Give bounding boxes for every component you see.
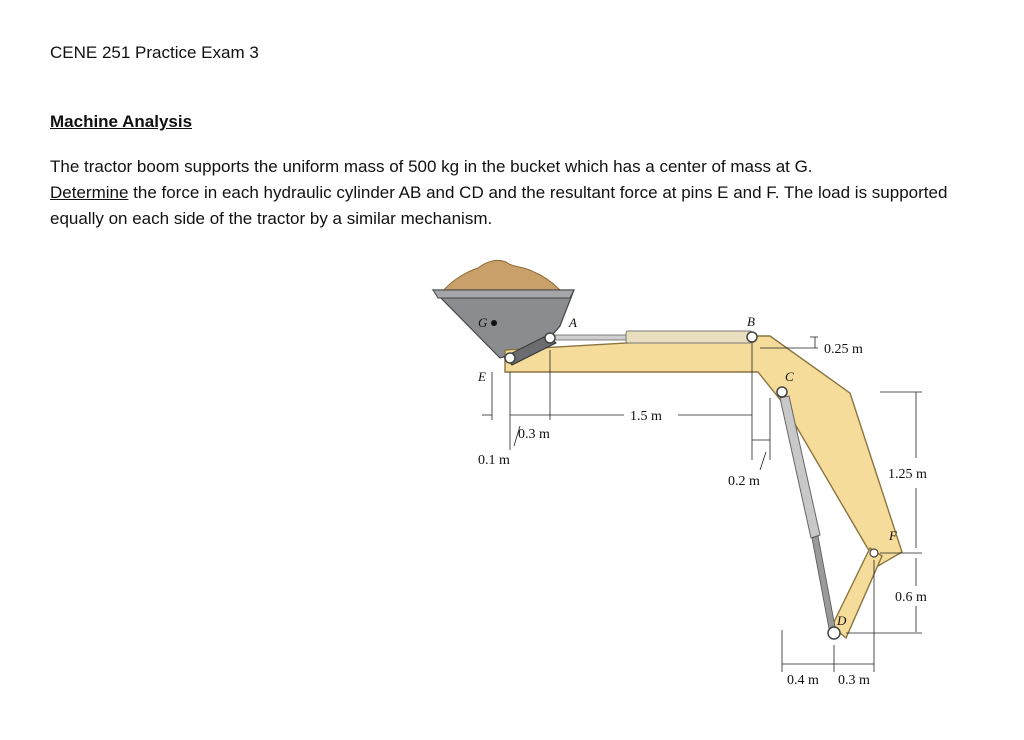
dim-0-6: 0.6 m — [895, 590, 927, 605]
pin-a — [545, 333, 555, 343]
label-a: A — [569, 315, 577, 330]
label-b: B — [747, 314, 755, 329]
dim-1-5: 1.5 m — [630, 409, 662, 424]
pin-d — [828, 627, 840, 639]
pin-c — [777, 387, 787, 397]
label-g: G — [478, 315, 488, 330]
label-c: C — [785, 369, 794, 384]
cylinder-cd-rod — [812, 536, 836, 634]
pin-b — [747, 332, 757, 342]
center-of-mass-g — [491, 320, 497, 326]
problem-text-part1: The tractor boom supports the uniform mass of 500 kg in the bucket which has a center of mass at G. — [50, 157, 813, 176]
dim-0-2: 0.2 m — [728, 474, 760, 489]
main-boom — [505, 336, 902, 566]
dim-0-4: 0.4 m — [787, 673, 819, 688]
dim-0-3: 0.3 m — [518, 427, 550, 442]
section-heading: Machine Analysis — [50, 112, 193, 131]
bucket-soil — [442, 260, 560, 292]
dim-1-25: 1.25 m — [888, 467, 927, 482]
dim-0-1: 0.1 m — [478, 453, 510, 468]
bucket-rim — [433, 290, 574, 298]
cylinder-ab-rod — [548, 335, 628, 340]
problem-text-part2: the force in each hydraulic cylinder AB and CD and the resultant force at pins E and F. The load is supported equally on each side of the tractor by a similar mechanism. — [50, 183, 948, 228]
label-f: F — [889, 528, 897, 543]
pin-f — [870, 549, 878, 557]
label-d: D — [837, 613, 847, 628]
document-title: CENE 251 Practice Exam 3 — [50, 43, 259, 62]
determine-underlined: Determine — [50, 183, 129, 202]
dim-0-3b: 0.3 m — [838, 673, 870, 688]
cylinder-ab-barrel — [626, 331, 752, 343]
dim-0-25: 0.25 m — [824, 342, 863, 357]
pin-e — [505, 353, 515, 363]
label-e: E — [478, 369, 486, 384]
